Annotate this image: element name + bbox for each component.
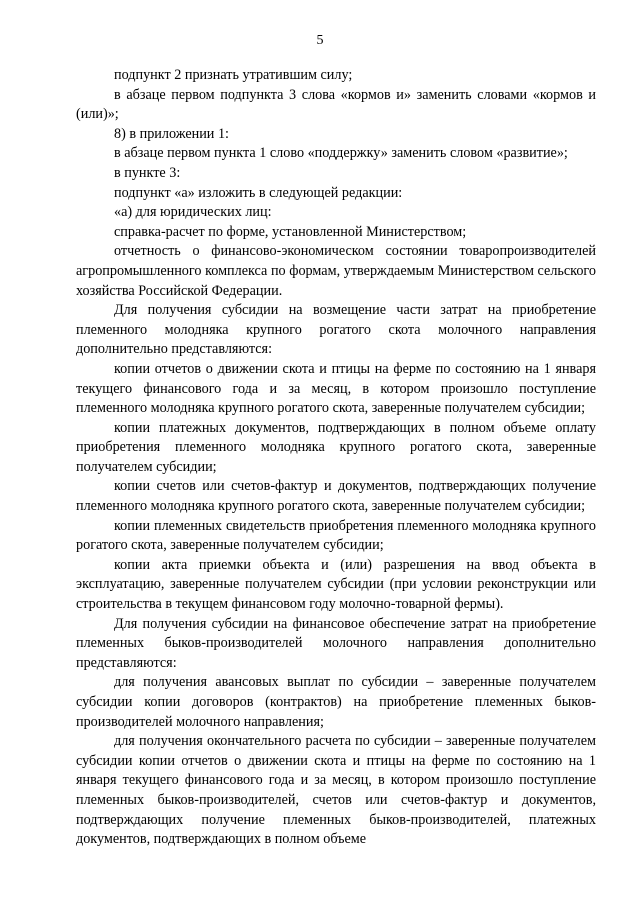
paragraph: в абзаце первом пункта 1 слово «поддержку» заменить словом «развитие»; [114, 145, 568, 162]
paragraph: копии племенных свидетельств приобретения племенного молодняка крупного рогатого скота, заверенные получателем субсидии; [76, 517, 596, 554]
paragraph: копии платежных документов, подтверждающих в полном объеме оплату приобретения племенного молодняка крупного рогатого скота, заверенные получателем субсидии; [76, 419, 596, 475]
document-body [76, 66, 596, 850]
paragraph: копии акта приемки объекта и (или) разрешения на ввод объекта в эксплуатацию, заверенные получателем субсидии (при условии реконструкции или строительства в текущем финансовом году молочно-товарной фермы). [76, 556, 596, 613]
paragraph: Для получения субсидии на финансовое обеспечение затрат на приобретение племенных быков-производителей молочного направления дополнительно представляются: [76, 615, 596, 671]
paragraph: в пункте 3: [114, 164, 181, 181]
paragraph: копии отчетов о движении скота и птицы на ферме по состоянию на 1 января текущего финансового года и за месяц, в котором произошло поступление племенного молодняка крупного рогатого скота, заверенные получателем субсидии; [76, 360, 596, 417]
paragraph: справка-расчет по форме, установленной Министерством; [114, 223, 467, 240]
paragraph: 8) в приложении 1: [114, 125, 229, 142]
paragraph: Для получения субсидии на возмещение части затрат на приобретение племенного молодняка крупного рогатого скота молочного направления дополнительно представляются: [76, 302, 596, 358]
paragraph: для получения авансовых выплат по субсидии – заверенные получателем субсидии копии договоров (контрактов) на приобретение племенных быков-производителей молочного направления; [76, 674, 596, 730]
paragraph: «а) для юридических лиц: [114, 204, 272, 221]
paragraph: в абзаце первом подпункта 3 слова «кормов и» заменить словами «кормов и (или)»; [76, 86, 596, 123]
paragraph: отчетность о финансово-экономическом состоянии товаропроизводителей агропромышленного комплекса по формам, утверждаемым Министерством сельского хозяйства Российской Федерации. [76, 243, 596, 299]
paragraph: для получения окончательного расчета по субсидии – заверенные получателем субсидии копии отчетов о движении скота и птицы на ферме по состоянию на 1 января текущего финансового года и за месяц, в котором произошло поступление племенных быков-производителей, счетов или счетов-фактур и документов, подтверждающих получение племенных быков-производителей, платежных документов, подтверждающих в полном объеме [76, 733, 596, 848]
paragraph: подпункт 2 признать утратившим силу; [114, 67, 353, 83]
page-number: 5 [316, 33, 324, 48]
paragraph: подпункт «а» изложить в следующей редакции: [114, 184, 403, 201]
paragraph: копии счетов или счетов-фактур и документов, подтверждающих получение племенного молодняка крупного рогатого скота, заверенные получателем субсидии; [76, 478, 596, 515]
